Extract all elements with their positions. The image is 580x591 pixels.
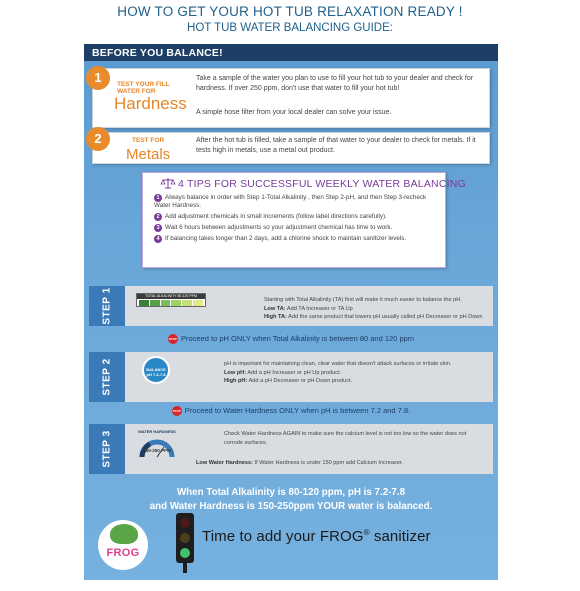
step-2-text: pH is important for maintaining clean, clear water that doesn't attack surfaces or irritate skin. Low pH: Add a pH Increaser or pH Up product. High pH: Add a pH Decreaser or pH Down product.	[224, 361, 452, 384]
test-hardness-tip: A simple hose filter from your local dealer can solve your issue.	[196, 109, 392, 116]
test-hardness-title: Hardness	[114, 94, 187, 113]
footer-text: Learn more and find your local dealer at frogproducts.com	[144, 579, 438, 591]
tip-number: 2	[154, 213, 162, 221]
traffic-light-post	[183, 563, 187, 573]
scale-icon	[161, 177, 175, 189]
guide-poster	[84, 44, 498, 591]
stop-sign-icon: STOP	[172, 406, 182, 416]
stop-notice-2: STOP Proceed to Water Hardness ONLY when pH is between 7.2 and 7.8.	[172, 406, 411, 415]
balance-ph-icon: BALANCE pH 7.2-7.8	[142, 356, 170, 384]
step-1-label: STEP 1	[89, 286, 125, 326]
step-3-label: STEP 3	[89, 424, 125, 474]
water-hardness-gauge-icon: WATER HARDNESS 150-250 PPM	[138, 429, 176, 463]
tip-text: Wait 6 hours between adjustments so your adjustment chemical has time to work.	[165, 224, 393, 231]
total-alkalinity-gauge-icon: TOTAL ALKALINITY 80-120 PPM	[136, 293, 206, 307]
step-3-low-text: Low Water Hardness: If Water Hardness is under 150 ppm add Calcium Increaser.	[196, 460, 403, 466]
step-1-text: Starting with Total Alkalinity (TA) first will make it much easier to balance the pH. Low TA: Add TA Increaser or TA Up High TA: Add the same product that lowers pH usually called pH Decreaser or pH Down	[264, 297, 483, 320]
tip-number: 1	[154, 194, 162, 202]
step-number-badge: 2	[86, 127, 110, 151]
tip-text: Always balance in order with Step 1-Total Alkalinity , then Step 2-pH, and then Step 3-recheck Water Hardness.	[154, 194, 427, 209]
step-2-label: STEP 2	[89, 352, 125, 402]
page-title: HOW TO GET YOUR HOT TUB RELAXATION READY !	[117, 4, 463, 19]
tip-number: 4	[154, 235, 162, 243]
tip-item	[154, 194, 444, 210]
tip-item	[154, 235, 444, 243]
frog-icon	[110, 524, 138, 544]
tip-item	[154, 224, 444, 232]
test-hardness-small-title: TEST YOUR FILL WATER FOR	[117, 81, 170, 95]
traffic-light-icon	[176, 513, 194, 563]
test-metals-text: After the hot tub is filled, take a sample of that water to your dealer to check for metals. If it tests high in metals, use a metal out product.	[196, 137, 476, 154]
test-metals-small-title: TEST FOR	[132, 137, 165, 144]
test-hardness-text: Take a sample of the water you plan to use to fill your hot tub to your dealer and check for hardness. If over 250 ppm, don't use that water to fill your hot tub!	[196, 75, 474, 92]
balanced-summary: When Total Alkalinity is 80-120 ppm, pH is 7.2-7.8 and Water Hardness is 150-250ppm YOUR water is balanced.	[149, 487, 433, 512]
page-subtitle: HOT TUB WATER BALANCING GUIDE:	[187, 22, 393, 34]
stop-notice-1: STOP Proceed to pH ONLY when Total Alkalinity is between 80 and 120 ppm	[168, 334, 415, 343]
tip-text: If balancing takes longer than 2 days, add a chlorine shock to maintain sanitizer levels.	[165, 235, 407, 242]
step-3-text: Check Water Hardness AGAIN to make sure the calcium level is not too low so the water does not corrode surfaces.	[224, 431, 467, 446]
step-number-badge: 1	[86, 66, 110, 90]
section-bar: BEFORE YOU BALANCE!	[84, 44, 498, 61]
tip-number: 3	[154, 224, 162, 232]
tip-text: Add adjustment chemicals in small increments (follow label directions carefully).	[165, 213, 387, 220]
test-metals-title: Metals	[126, 146, 171, 163]
frog-logo-text: FROG	[106, 547, 140, 559]
stop-sign-icon: STOP	[168, 334, 178, 344]
tip-item	[154, 213, 444, 221]
tips-title: 4 TIPS FOR SUCCESSFUL WEEKLY WATER BALANCING	[178, 178, 466, 190]
sanitizer-callout: Time to add your FROG® sanitizer	[202, 528, 431, 545]
